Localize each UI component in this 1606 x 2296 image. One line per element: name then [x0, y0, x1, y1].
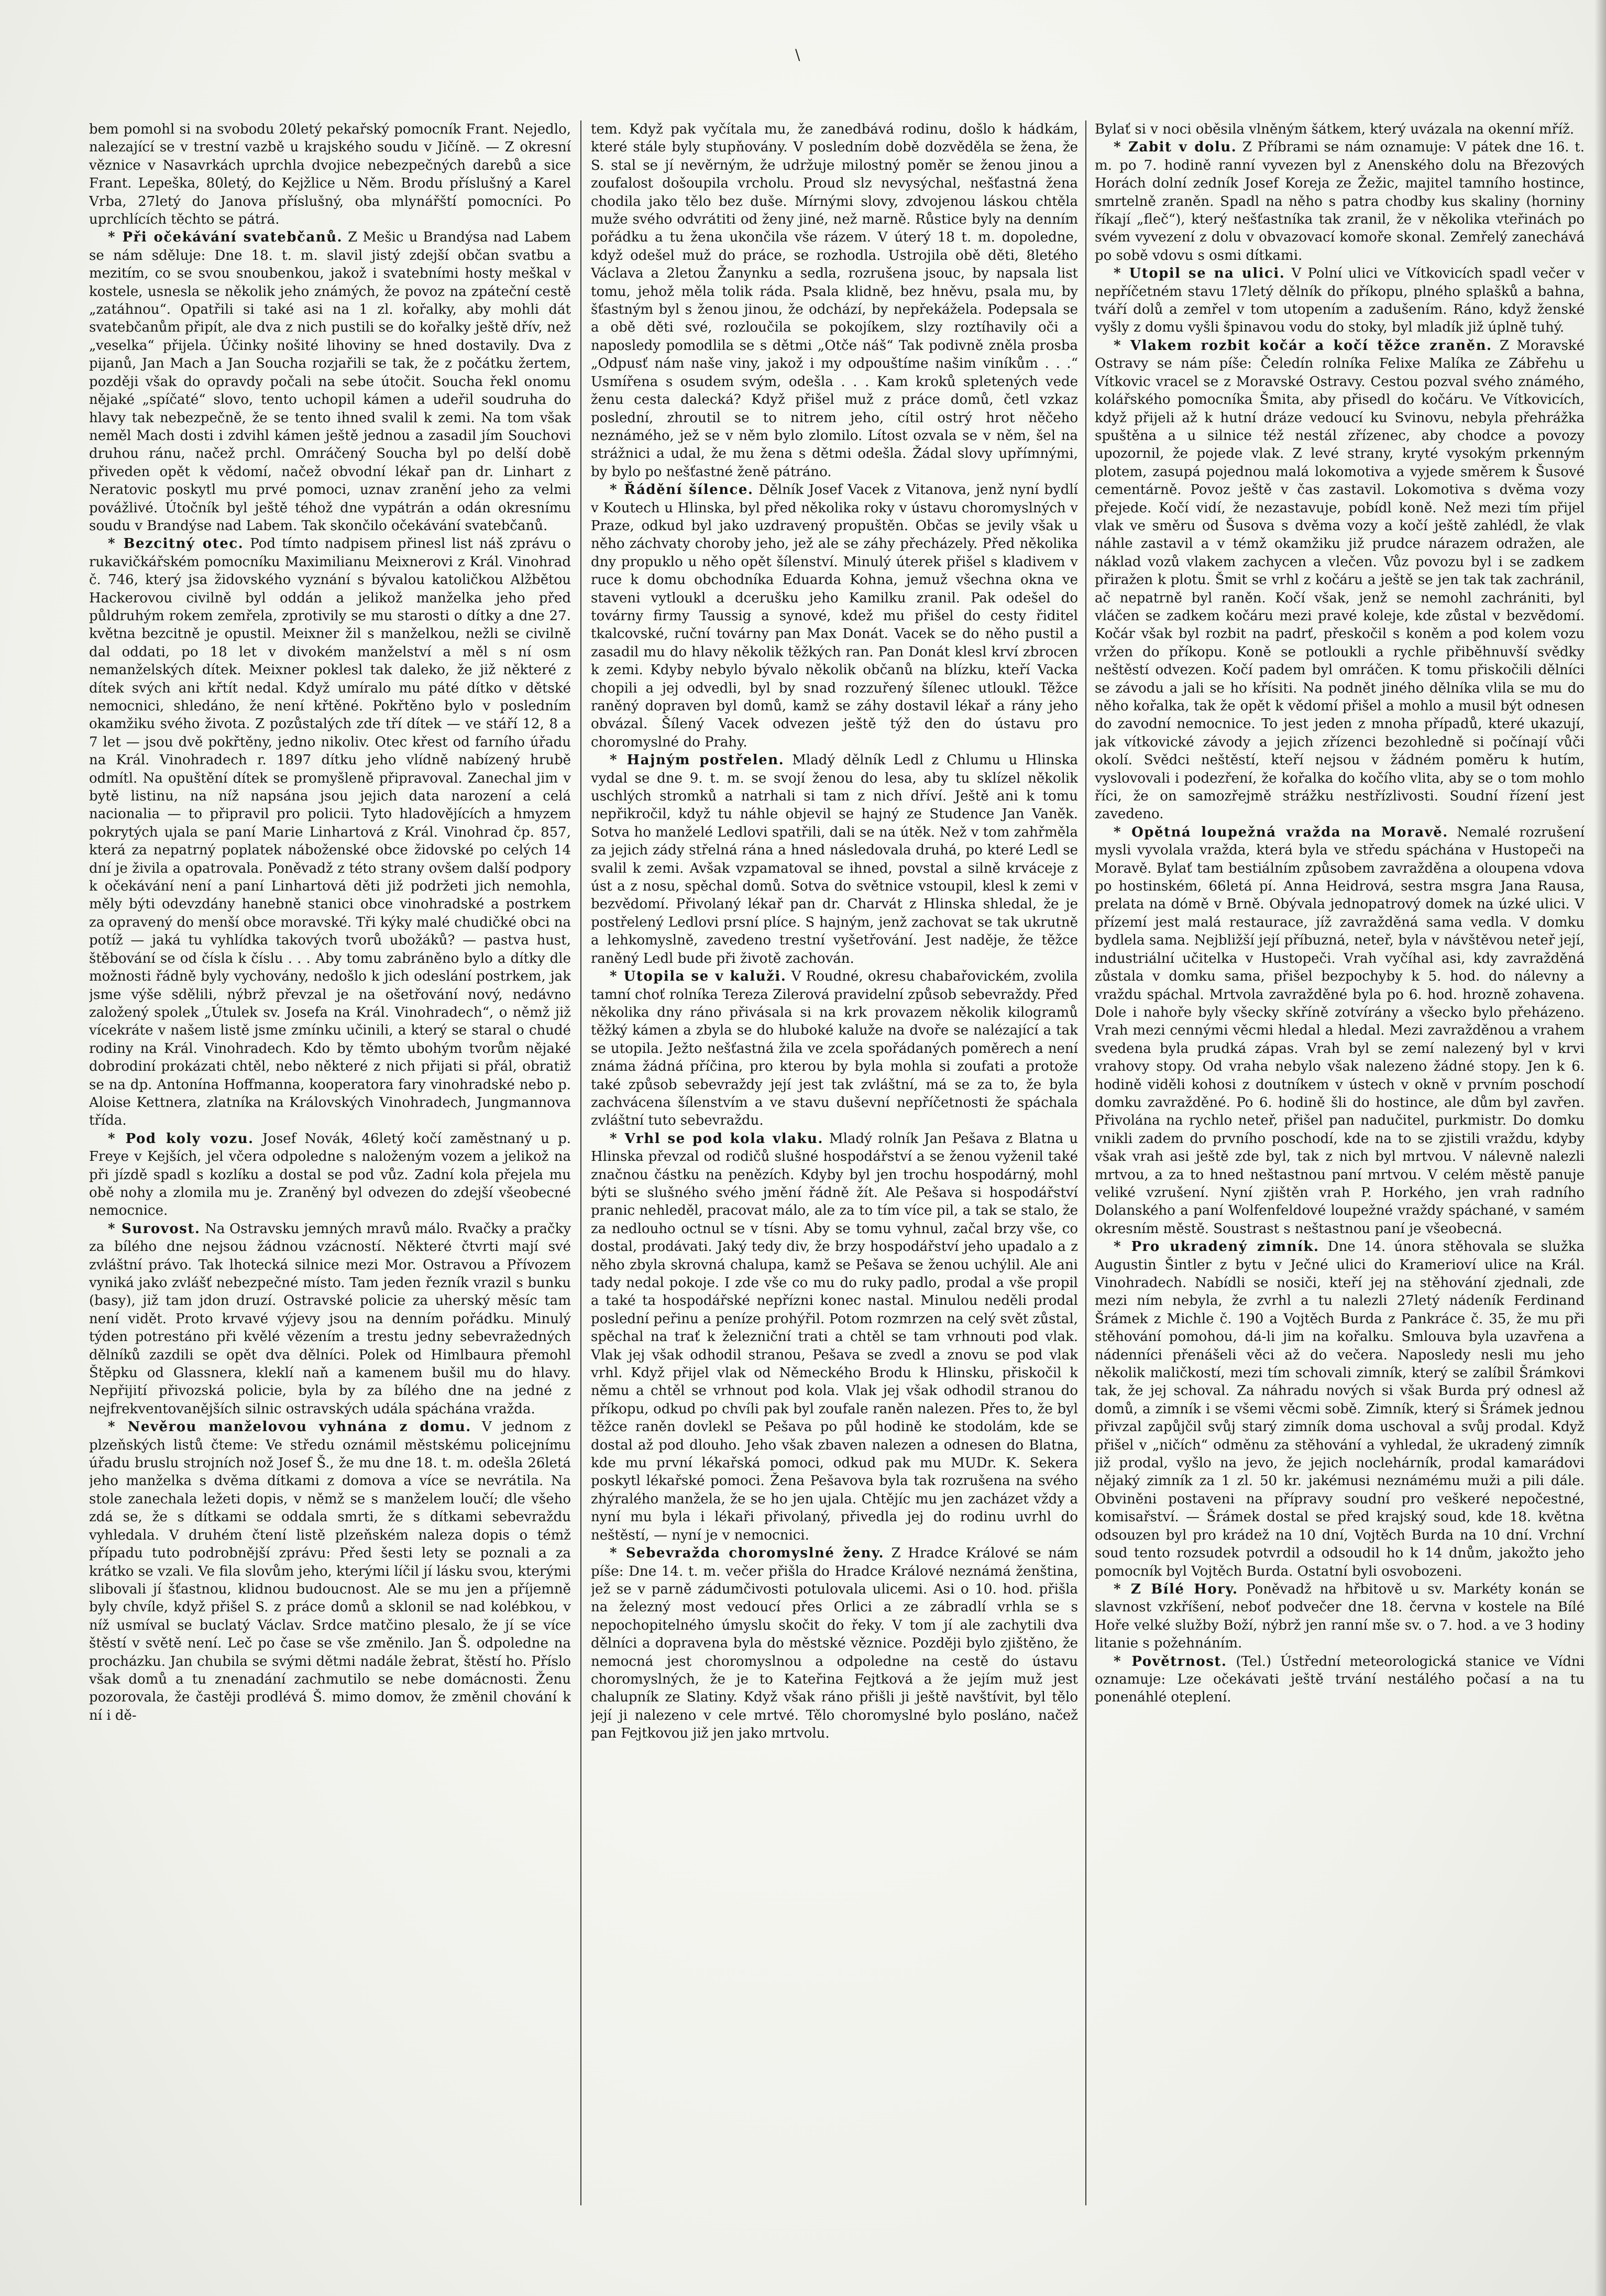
article-paragraph	[89, 1130, 571, 1220]
article-headline: * Utopila se v kaluži.	[610, 969, 787, 985]
article-headline: * Nevěrou manželovou vyhnána z domu.	[108, 1419, 471, 1435]
article-paragraph	[591, 481, 1078, 751]
column-2	[591, 120, 1078, 2216]
article-headline: * Sebevražda choromyslné ženy.	[610, 1545, 885, 1562]
article-paragraph	[1095, 1653, 1585, 1707]
article-paragraph	[89, 1220, 571, 1418]
article-headline: * Opětná loupežná vražda na Moravě.	[1114, 824, 1448, 840]
article-paragraph	[89, 228, 571, 535]
article-paragraph	[89, 1418, 571, 1724]
article-paragraph	[1095, 138, 1585, 265]
column-divider-1	[580, 120, 581, 2205]
column-divider-2	[1085, 120, 1086, 2205]
article-paragraph	[1095, 120, 1585, 138]
article-body: V jednom z plzeňských listů čteme: Ve středu oznámil městskému policejnímu úřadu bruslu strojních nož Josef Š., že mu dne 18. t. m. odešla 26letá jeho manželka s dvěma dítkami z domova a více se nevrátila. Na stole zanechala ležeti dopis, v němž se s manželem loučí; dle všeho zdá se, že s dítkami se oddala smrti, že s dítkami sebevraždu vyhledala. V druhém čtení listě plzeňském naleza dopis o témž případu tuto podrobnější zprávu: Před šesti lety se poznali a za krátko se vzali. Ve fila slovům jeho, kterými líčil jí lásku svou, kterými slibovali jí šťastnou, klidnou budoucnost. Ale se mu jen a příjemně byly chvíle, když přišel S. z práce domů a sklonil se nad kolébkou, v níž usmíval se buclatý Václav. Srdce matčino plesalo, že jí se více štěstí v světě není. Leč po čase se vše změnilo. Jan Š. odpoledne na procházku. Jan chubila se svými dětmi nadále žebrat, štěstí ho. Příslo však domů a tu znenadání zachmutilo se nebe domácnosti. Ženu pozorovala, že častěji prodlévá Š. mimo domov, že změnil chování k ní i dě-	[89, 1419, 571, 1723]
article-headline: * Utopil se na ulici.	[1114, 266, 1285, 282]
article-headline: * Pod koly vozu.	[108, 1130, 254, 1147]
article-paragraph	[89, 535, 571, 1129]
article-paragraph	[591, 120, 1078, 481]
article-body: Z Příbrami se nám oznamuje: V pátek dne 16. t. m. po 7. hodině ranní vyvezen byl z Anenského dolu na Březových Horách dolní zedník Josef Koreja ze Žežic, majitel tamního hostince, smrtelně zraněn. Spadl na něho s patra chodby kus skaliny (horniny říkají „fleč“), který nešťastníka tak zranil, že v několika vteřinách po svém vyvezení z dolu v obvazovací komoře skonal. Zemřelý zanechává po sobě vdovu s osmi dítkami.	[1095, 139, 1585, 263]
article-headline: * Vrhl se pod kola vlaku.	[610, 1130, 823, 1147]
article-paragraph	[591, 751, 1078, 968]
article-paragraph	[1095, 1580, 1585, 1653]
article-body: V Roudné, okresu chabařovickém, zvolila tamní choť rolníka Tereza Zilerová pravidelní způsob sebevraždy. Před několika dny ráno přivásala si na krk provazem několik kilogramů těžký kámen a zbyla se do hluboké kaluže na dvoře se nalézající a tak se utopila. Ježto nešťastná žila ve zcela spořádaných poměrech a není známa žádná příčina, pro kterou by byla mohla si zoufati a protože také způsob sebevraždy její jest tak zvláštní, má se za to, že byla zachvácena šílenstvím a ve stavu duševní nepříčetnosti že spáchala zvláštní tuto sebevraždu.	[591, 969, 1078, 1129]
article-body: (Tel.) Ústřední meteorologická stanice ve Vídni oznamuje: Lze očekávati ještě trvání nestálého počasí a na tu ponenáhlé oteplení.	[1095, 1653, 1585, 1706]
article-headline: * Povětrnost.	[1114, 1653, 1227, 1669]
article-paragraph	[591, 1544, 1078, 1742]
article-paragraph	[591, 1130, 1078, 1544]
article-body: Na Ostravsku jemných mravů málo. Rvačky a pračky za bílého dne nejsou žádnou vzácností. Některé čtvrti mají své zvláštní právo. Tak lhotecká silnice mezi Mor. Ostravou a Přívozem vyniká jako zvlášť nebezpečné místo. Tam jeden řezník vrazil s bunku (basy), již tam jdon druzí. Ostravské policie za uherský měsíc tam není vidět. Proto krvavé výjevy jsou na denním pořádku. Minulý týden potrestáno při kvělé vězením a trestu jedny sebevražedných dělníků zazdili se opět dva dělníci. Polek od Himlbaura přemohl Štěpku od Glassnera, kleklí naň a kamenem bušil mu do hlavy. Nepřijití přivozská policie, byla by za bílého dne na jedné z nejfrekventovanějších silnic ostravských udála spáchána vražda.	[89, 1221, 571, 1417]
article-body: Mladý rolník Jan Pešava z Blatna u Hlinska převzal od rodičů slušné hospodářství a se ženou vyženil také značnou částku na penězích. Kdyby byl jen trochu hospodárný, mohl býti se slušného svého jmění řádně žít. Ale Pešava si hospodářství pranic nehleděl, pracovat málo, ale za to tím více pil, a tak se stalo, že za nedlouho octnul se v tísni. Aby se tomu vyhnul, začal brzy vše, co dostal, prodávati. Jaký tedy div, že brzy hospodářství jeho upadalo a z něho zbyla skrovná chalupa, kamž se Pešava se ženou uchýlil. Ale ani tady nedal pokoje. I zde vše co mu do ruky padlo, prodal a vše propil a také ta hospodářské nepřízni konec nastal. Minulou neděli prodal poslední peřinu a peníze prohýřil. Potom rozmrzen na celý svět zůstal, spěchal na trať k železniční trati a chtěl se tam vrhnouti pod vlak. Vlak jej však odhodil stranou, Pešava se zvedl a znovu se pod vlak vrhl. Když přijel vlak od Německého Brodu k Hlinsku, přiskočil k němu a chtěl se vrhnout pod kola. Vlak jej však odhodil stranou do příkopu, odkud po chvíli pak byl zoufale raněn nalezen. Přes to, že byl těžce raněn dovlekl se Pešava po půl hodině ke stodolám, kde se dostal až pod dlouho. Jeho však zbaven nalezen a odnesen do Blatna, kde mu první lékařská pomoci, odkud pak mu MUDr. K. Sekera poskytl lékařské pomoci. Žena Pešavova byla tak rozrušena na svého zhýralého manžela, že se ho jen ujala. Chtějíc mu jen zacházet vždy a nyní mu byla i lékaři přivolaný, přivedla jej do rodinu uvrhl do neštěstí, — nyní je v nemocnici.	[591, 1130, 1078, 1543]
article-headline: * Při očekávání svatebčanů.	[108, 229, 343, 246]
article-body: Z Mešic u Brandýsa nad Labem se nám sděluje: Dne 18. t. m. slavil jistý zdejší občan svatbu a mezitím, co se svou snoubenkou, jakož i svatebními hosty meškal v kostele, usnesla se několik jeho známých, že povoz na zpáteční cestě „zatáhnou“. Opatřili si také asi na 1 zl. kořalky, aby mohli dát svatebčanům připít, ale dva z nich pustili se do kořalky ještě dřív, než „veselka“ přijela. Účinky nošité lihoviny se hned dostavily. Dva z pijanů, Jan Mach a Jan Soucha rozjařili se tak, že z počátku žertem, později však do opravdy počali na sebe útočit. Soucha řekl onomu nějaké „spíčaté“ slovo, tento uchopil kámen a udeřil soudruha do hlavy tak nebezpečně, že se tento ihned svalil k zemi. Na tom však neměl Mach dosti i zdvihl kámen ještě jednou a zasadil jím Souchovi druhou ránu, načež prchl. Omráčený Soucha byl po delší době přiveden opět k vědomí, načež obvodní lékař pan dr. Linhart z Neratovic poskytl mu prvé pomoci, uznav zranění jeho za velmi povážlivé. Útočník byl ještě téhož dne vypátrán a odán okresnímu soudu v Brandýse nad Labem. Tak skončilo očekávání svatebčanů.	[89, 229, 571, 534]
article-body: Josef Novák, 46letý kočí zaměstnaný u p. Freye v Kejších, jel včera odpoledne s naloženým vozem a jelikož na při jízdě spadl s kozlíku a dostal se pod vůz. Zadní kola přejela mu obě nohy a zlomila mu je. Zraněný byl odvezen do zdejší všeobecné nemocnice.	[89, 1130, 571, 1219]
page-corner-mark: \	[795, 46, 800, 63]
article-headline: * Surovost.	[108, 1221, 201, 1237]
article-paragraph	[591, 968, 1078, 1130]
article-paragraph	[89, 120, 571, 228]
article-body: Dělník Josef Vacek z Vitanova, jenž nyní bydlí v Koutech u Hlinska, byl před několika roky v ústavu choromyslných v Praze, odkud byl jako uzdravený propuštěn. Občas se jevily však u něho záchvaty choroby jeho, jež ale se záhy přecházely. Před několika dny propuklo u něho opět šílenství. Minulý úterek přišel s kladivem v ruce k domu obchodníka Eduarda Kohna, jemuž všechna okna ve staveni vytloukl a dcerušku jeho Kamilku zranil. Pak odešel do továrny firmy Taussig a synové, kdež mu přišel do cesty řiditel tkalcovské, ruční továrny pan Max Donát. Vacek se do něho pustil a zasadil mu do hlavy několik těžkých ran. Pan Donát klesl krví zbrocen k zemi. Kdyby nebylo bývalo několik občanů na blízku, kteří Vacka chopili a jej odvedli, byl by snad rozzuřený šílenec utloukl. Těžce raněný dopraven byl domů, kamž se záhy dostavil lékař a rány jeho obvázal. Šílený Vacek odvezen ještě týž den do ústavu pro choromyslné do Prahy.	[591, 482, 1078, 750]
article-body: bem pomohl si na svobodu 20letý pekařský pomocník Frant. Nejedlo, nalezající se v trestní vazbě u krajského soudu v Jičíně. — Z okresní věznice v Nasavrkách uprchla dvojice nebezpečných darebů a sice Frant. Lepeška, 80letý, do Kejžlice u Něm. Brodu příslušný a Karel Vrba, 27letý do Janova příslušný, oba mlynářští pomocníci. Po uprchlících těchto se pátrá.	[89, 122, 571, 228]
column-3	[1095, 120, 1585, 2216]
article-headline: * Hajným postřelen.	[610, 752, 785, 768]
column-1	[89, 120, 571, 2216]
article-headline: * Řádění šílence.	[610, 482, 754, 498]
article-headline: * Zabit v dolu.	[1114, 139, 1237, 156]
article-body: V Polní ulici ve Vítkovicích spadl večer v nepříčetném stavu 17letý dělník do příkopu, plného splašků a bahna, tváří dolů a zemřel v tom utopením a zadušením. Ráno, když ženské vyšly z domu vyšli špinavou vodu do stoky, byl mladík již úplně tuhý.	[1095, 266, 1585, 336]
article-paragraph	[1095, 265, 1585, 337]
article-headline: * Pro ukradený zimník.	[1114, 1239, 1319, 1255]
article-paragraph	[1095, 1238, 1585, 1580]
article-body: Nemalé rozrušení mysli vyvolala vražda, která byla ve středu spáchána v Hustopeči na Moravě. Bylať tam bestiálním způsobem zavražděna a oloupena vdova po hostinském, 66letá pí. Anna Heidrová, sestra msgra Jana Rausa, prelata na dómě v Brně. Obývala jednopatrový domek na úzké ulici. V přízemí jest malá restaurace, jíž zavražděná sama vedla. V domku bydlela sama. Nejbližší její příbuzná, neteř, byla v návštěvou neteř její, industriální učitelka v Hustopeči. Vrah vyčíhal asi, kdy zavražděná zůstala v domku sama, přišel bezpochyby k 5. hod. do nálevny a vraždu spáchal. Mrtvola zavražděné byla po 6. hod. hrozně zohavena. Dole i nahoře byly všecky skříně zotvírány a všecko bylo přeházeno. Vrah mezi cennými věcmi hledal a hledal. Mezi zavražděnou a vrahem svedena byla prudká zápas. Vrah byl se zemí nalezený byl v krvi vrahovy stopy. Od vraha nebylo však nalezeno žádné stopy. Jen k 6. hodině viděli kohosi z doutníkem v ústech v okně v prvním poschodí domku zavražděné. Po 6. hodině šli do hostince, ale dům byl zavřen. Přivolána na rychlo neteř, přišel pan nadučitel, purkmistr. Do domku vnikli zadem do prvního poschodí, kde na to se zjistili vraždu, kdyby však vrah asi ještě zde byl, tak z nich byl mrtvou. V nálevně nalezli mrtvou, a za to hned neštastnou paní mrtvou. V celém městě panuje veliké vzrušení. Nyní zjištěn vrah P. Horkého, jen vrah radního Dolanského a paní Wolfenfeldové loupežné vraždy spáchané, v samém okresním městě. Soustrast s neštastnou paní je všeobecná.	[1095, 824, 1585, 1237]
article-body: Mladý dělník Ledl z Chlumu u Hlinska vydal se dne 9. t. m. se svojí ženou do lesa, aby tu sklízel několik uschlých stromků a natrhali si tam z nich dříví. Ještě ani k tomu nepřikročil, když tu náhle objevil se hajný ze Studence Jan Vaněk. Sotva ho manželé Ledlovi spatřili, dali se na útěk. Než v tom zahřměla za jejich zády střelná rána a hned následovala druhá, po které Ledl se svalil k zemi. Avšak vzpamatoval se ihned, povstal a silně krváceje z úst a z nosu, spěchal domů. Sotva do světnice vstoupil, klesl k zemi v bezvědomí. Přivolaný lékař pan dr. Charvát z Hlinska shledal, že je postřelený Ledlovi prsní plíce. S hajným, jenž zachovat se tak ukrutně a lehkomyslně, zavedeno trestní vyšetřování. Jest naděje, že těžce raněný Ledl bude při životě zachován.	[591, 752, 1078, 966]
article-body: Poněvadž na hřbitově u sv. Markéty konán se slavnost vzkříšení, neboť podvečer dne 18. června v kostele na Bílé Hoře velké služby Boží, nýbrž jen ranní mše sv. o 7. hod. a ve 3 hodiny litanie s požehnáním.	[1095, 1581, 1585, 1652]
article-body: Pod tímto nadpisem přinesl list náš zprávu o rukavičkářském pomocníku Maximilianu Meixnerovi z Král. Vinohrad č. 746, který jsa židovského vyznání s bývalou katoličkou Alžbětou Hackerovou civilně byl oddán a jelikož manželka jeho před půldruhým rokem zemřela, zprotivily se mu starosti o dítky a dne 27. května bezcitně je opustil. Meixner žil s manželkou, nežli se civilně dal oddati, po 18 let v divokém manželství a měl s ní osm nemanželských dítek. Meixner poklesl tak daleko, že již některé z dítek svých ani křtít nedal. Když umíralo mu páté dítko v dětské nemocnici, shledáno, že není křtěné. Pokřtěno bylo v posledním okamžiku svého života. Z pozůstalých zde tří dítek — ve stáří 12, 8 a 7 let — jsou dvě pokřtěny, jedno nikoliv. Otec křest od farního úřadu na Král. Vinohradech r. 1897 dítku jeho vlídně nabízený hrubě odmítl. Na opuštění dítek se promyšleně připravoval. Zanechal jim v bytě listinu, na níž napsána jsou jejich data narození a celá nacionalia — to připravil pro policii. Tyto hladovějících a hmyzem pokrytých ujala se paní Marie Linhartová z Král. Vinohrad čp. 857, která za nepatrný poplatek náboženské obce židovské po celých 14 dní je živila a opatrovala. Poněvadž z této strany ovšem další podpory k očekávání není a paní Linhartová děti již podržeti jich nemohla, měly býti odevzdány hanebně stanici obce vinohradské a postrkem za opravený do menší obce moravské. Tři kýky malé chudičké obci na potíž — jaká tu vyhlídka takových tvorů ubožáků? — pastva hust, štěbování se od čísla k číslu . . . Aby tomu zabráněno bylo a dítky dle možnosti řádně byly vychovány, nedošlo k jich odeslání postrkem, jak jsme výše sdělili, nýbrž převzal je na ošetřování nový, nedávno založený spolek „Útulek sv. Josefa na Král. Vinohradech“, o němž již vícekráte v našem listě jsme zmínku učinili, a který se staral o chudé rodiny na Král. Vinohradech. Kdo by těmto ubohým tvorům nějaké dobrodiní prokázati chtěl, nebo některé z nich přijati si přál, obratiž se na dp. Antonína Hoffmanna, kooperatora fary vinohradské nebo p. Aloise Kettnera, zlatníka na Královských Vinohradech, Jungmannova třída.	[89, 536, 571, 1129]
article-body: Z Moravské Ostravy se nám píše: Čeledín rolníka Felixe Malíka ze Zábřehu u Vítkovic vracel se z Moravské Ostravy. Cestou pozval svého známého, kolářského pomocníka Šmita, aby přisedl do kočáru. Ve Vítkovicích, když přijeli až k hutní dráze vedoucí ku Svinovu, nebyla přehrážka spuštěna a u silnice též nestál zřízenec, aby chodce a povozy upozornil, že pojede vlak. Z levé strany, kryté vysokým prkenným plotem, zasupá pojednou malá lokomotiva a vyjede směrem k Šusové cementárně. Povoz ještě v čas zastavil. Lokomotiva s dvěma vozy přejede. Kočí vidí, že nezastavuje, pobídl koně. Než mezi tím přijel vlak ve směru od Šusova s dvěma vozy a kočí ještě zahlédl, že vlak náhle zastavil a v témž okamžiku již prudce nárazem odražen, ale náklad vozů vlakem zachycen a vlečen. Vůz povozu byl i se zadkem přiražen k plotu. Šmit se vrhl z kočáru a ještě se jen tak tak zachránil, ač nepatrně byl raněn. Kočí však, jenž se nemohl zachrániti, byl vláčen se zadkem kočáru mezi pravé koleje, kde zůstal v bezvědomí. Kočár však byl rozbit na padrť, přeskočil s koněm a pod kolem vozu vržen do příkopu. Koně se potloukli a rychle přiběhnuvší svědky neštěstí odvezen. Kočí padem byl omráčen. K tomu přiskočili dělníci se závodu a jali se ho křísiti. Na podnět jiného dělníka vlila se mu do něho kořalka, tak že opět k vědomí přišel a mohlo a musil být odnesen do zavodní nemocnice. To jest jeden z mnoha případů, které ukazují, jak vítkovické závody a jejich zřízenci bezohledně si počínají vůči okolí. Svědci neštěstí, kteří nejsou v žádném poměru k hutím, vyslovovali i podezření, že kořalka do kočího vlita, aby se o tom mohlo říci, že on samozřejmě strážku nestřízlivosti. Soudní řízení jest zavedeno.	[1095, 337, 1585, 822]
article-headline: * Bezcitný otec.	[108, 536, 244, 552]
page-edge-shadow	[1594, 0, 1606, 2296]
article-body: Bylať si v noci oběsila vlněným šátkem, který uvázala na okenní mříž.	[1095, 122, 1575, 137]
article-body: Z Hradce Králové se nám píše: Dne 14. t. m. večer přišla do Hradce Králové neznámá ženština, jež se v parně zádumčivosti potulovala ulicemi. Asi o 10. hod. přišla na železný most vedoucí přes Orlici a ze zábradlí vrhla se s nepochopitelného úmyslu skočit do řeky. V tom jí ale zachytili dva dělníci a dopravena byla do městské věznice. Později bylo zjištěno, že nemocná jest choromyslnou a odpoledne na cestě do ústavu choromyslných, že je to Kateřina Fejtková a že jejím muž jest chalupník ze Slatiny. Když však ráno přišli ji ještě navštívit, byl tělo její ji nalezeno v cele mrtvé. Tělo choromyslné bylo posláno, načež pan Fejtkovou již jen jako mrtvolu.	[591, 1545, 1078, 1742]
article-paragraph	[1095, 823, 1585, 1238]
article-headline: * Z Bílé Hory.	[1114, 1581, 1238, 1597]
article-paragraph	[1095, 337, 1585, 823]
article-body: tem. Když pak vyčítala mu, že zanedbává rodinu, došlo k hádkám, které stále byly stupňovány. V posledním době dozvěděla se žena, že S. stal se jí nevěrným, že udržuje milostný poměr se ženou jinou a zoufalost došoupila vrcholu. Proud slz nevysýchal, nešťastná žena chodila jako tělo bez duše. Mírnými slovy, zdvojenou láskou chtěla muže svého odvrátiti od ženy jiné, než marně. Růstice byly na denním pořádku a tu žena ukončila vše rázem. V úterý 18 t. m. dopoledne, když odešel muž do práce, se rozhodla. Ustrojila obě děti, 8letého Václava a 2letou Žanynku a sedla, rozrušena jsouc, by napsala list tomu, jehož měla tolik ráda. Psala klidně, bez hněvu, psala mu, by šťastným byl s ženou jinou, že odchází, by nepřekážela. Podepsala se a obě děti své, rozloučila se pokojíkem, slzy roztíhavily oči a naposledy pomodlila se s dětmi „Otče náš“ Tak podivně zněla prosba „Odpusť nám naše viny, jakož i my odpouštíme našim viníkům . . .“ Usmířena s osudem svým, odešla . . . Kam kroků spletených vede ženu cesta dalecká? Když přišel muž z práce domů, četl vzkaz poslední, zhroutil se to nitrem jeho, cítil ostrý hrot něčeho neznámého, jež se v něm bylo zlomilo. Lítost ozvala se v něm, šel na strážnici a udal, že mu žena s dětmi odešla. Žádal slovy upřímnými, by bylo po nešťastné ženě pátráno.	[591, 122, 1078, 480]
article-body: Dne 14. února stěhovala se služka Augustin Šintler z bytu v Ječné ulici do Kramerioví ulice na Král. Vinohradech. Nabídli se nosiči, kteří jej na stěhování zjednali, zde mezi ním nebyla, že zvrhl a tu nalezli 27letý nádeník Ferdinand Šrámek z Michle č. 190 a Vojtěch Burda z Pankráce č. 35, že mu při stěhování pomohou, dá-li jim na kořalku. Smlouva byla uzavřena a nádenníci přenášeli věci až do večera. Naposledy nesli mu jeho několik maličkostí, mezi tím schovali zimník, který se zalíbil Šrámkovi tak, že jej schoval. Za náhradu nových si však Burda prý odnesl až domů, a zimník i se všemi věcmi sobě. Zimník, který si Šrámek jednou přivzal zapůjčil svůj starý zimník doma uschoval a svůj prodal. Když přišel v „ničích“ odměnu za stěhování a vyhledal, že ukradený zimník již prodal, vyšlo na jevo, že jejich noclehárník, prodal kamarádovi nějaký zimník za 1 zl. 50 kr. jakémusi neznámému muži a pili dále. Obviněni postaveni na přípravy soudní pro veškeré nepočestné, komisařství. — Šrámek dostal se před krajský soud, kde 18. května odsouzen byl pro krádež na 10 dní, Vojtěch Burda na 10 dní. Vrchní soud tento rozsudek potvrdil a odsoudil ho k 14 dnům, jakožto jeho pomocník byl Vojtěch Burda. Ostatní byli osvobozeni.	[1095, 1239, 1585, 1579]
article-headline: * Vlakem rozbit kočár a kočí těžce zraněn.	[1114, 337, 1492, 354]
